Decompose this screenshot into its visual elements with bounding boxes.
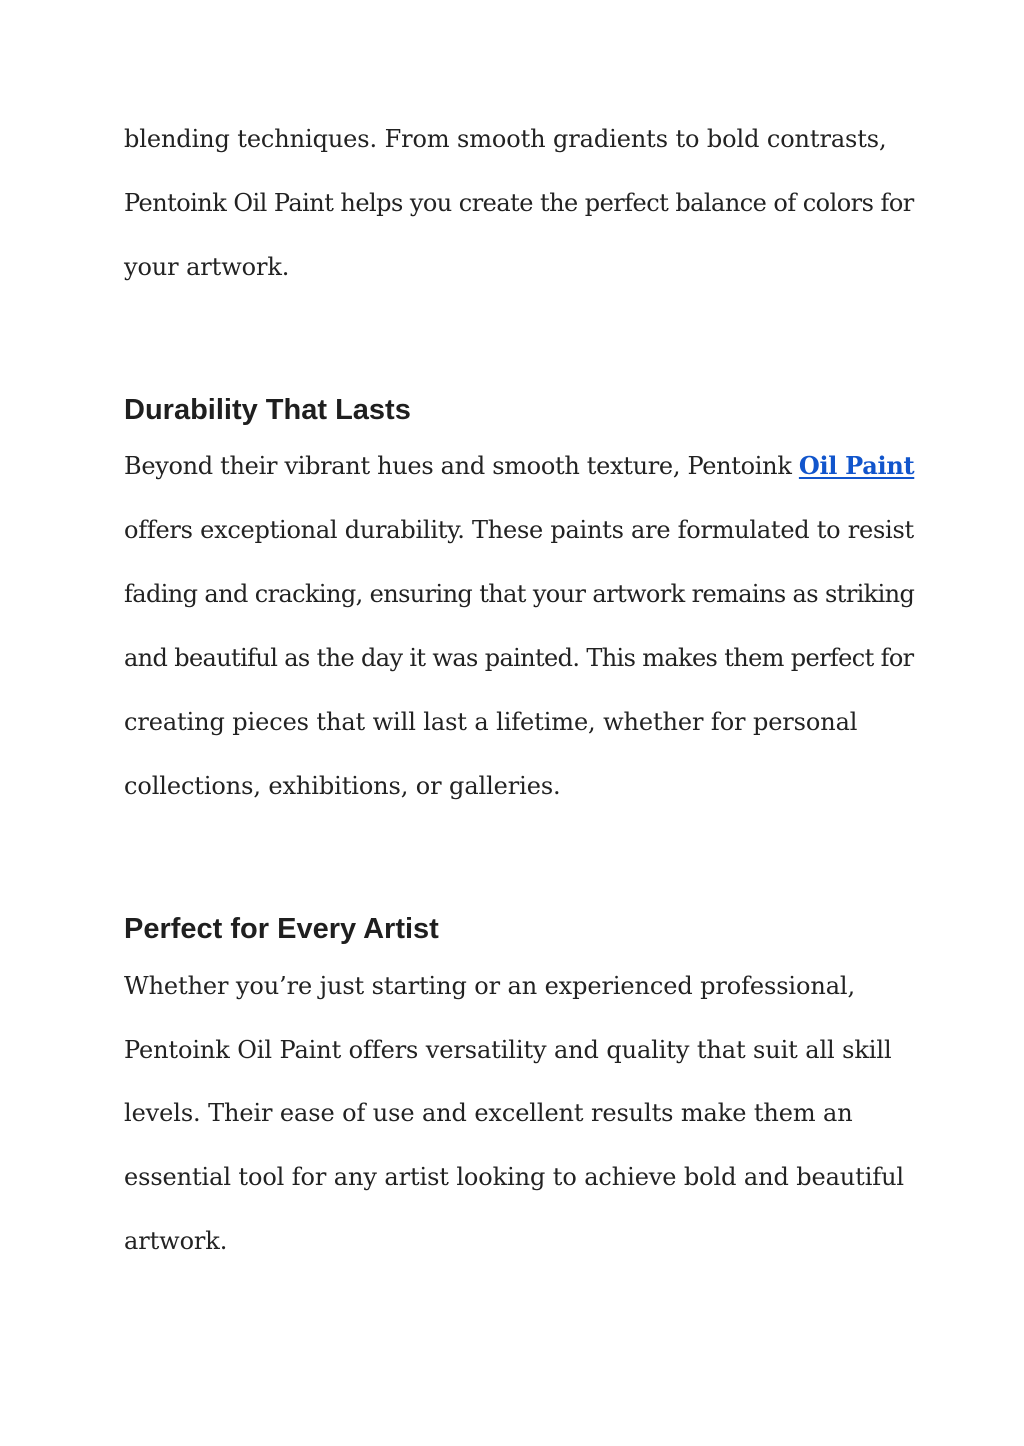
paragraph-line-with-link xyxy=(124,451,914,481)
paragraph-line: and beautiful as the day it was painted. This makes them perfect for xyxy=(124,644,914,672)
oil-paint-link[interactable]: Oil Paint xyxy=(798,451,915,480)
paragraph-line: offers exceptional durability. These paints are formulated to resist xyxy=(124,516,914,544)
paragraph-line: your artwork. xyxy=(124,253,290,281)
heading-durability: Durability That Lasts xyxy=(124,394,411,426)
paragraph-line: essential tool for any artist looking to achieve bold and beautiful xyxy=(124,1163,905,1191)
paragraph-line: creating pieces that will last a lifetime, whether for personal xyxy=(124,708,858,736)
paragraph-line: artwork. xyxy=(124,1227,228,1255)
paragraph-line: Whether you’re just starting or an experienced professional, xyxy=(124,972,856,1000)
paragraph-text: Beyond their vibrant hues and smooth texture, Pentoink xyxy=(124,452,799,480)
paragraph-line: Pentoink Oil Paint helps you create the perfect balance of colors for xyxy=(124,189,914,217)
heading-every-artist: Perfect for Every Artist xyxy=(124,913,439,945)
paragraph-line: Pentoink Oil Paint offers versatility and quality that suit all skill xyxy=(124,1036,892,1064)
paragraph-line: blending techniques. From smooth gradients to bold contrasts, xyxy=(124,125,887,153)
paragraph-line: collections, exhibitions, or galleries. xyxy=(124,772,561,800)
paragraph-line: levels. Their ease of use and excellent results make them an xyxy=(124,1099,853,1127)
paragraph-line: fading and cracking, ensuring that your artwork remains as striking xyxy=(124,580,915,608)
